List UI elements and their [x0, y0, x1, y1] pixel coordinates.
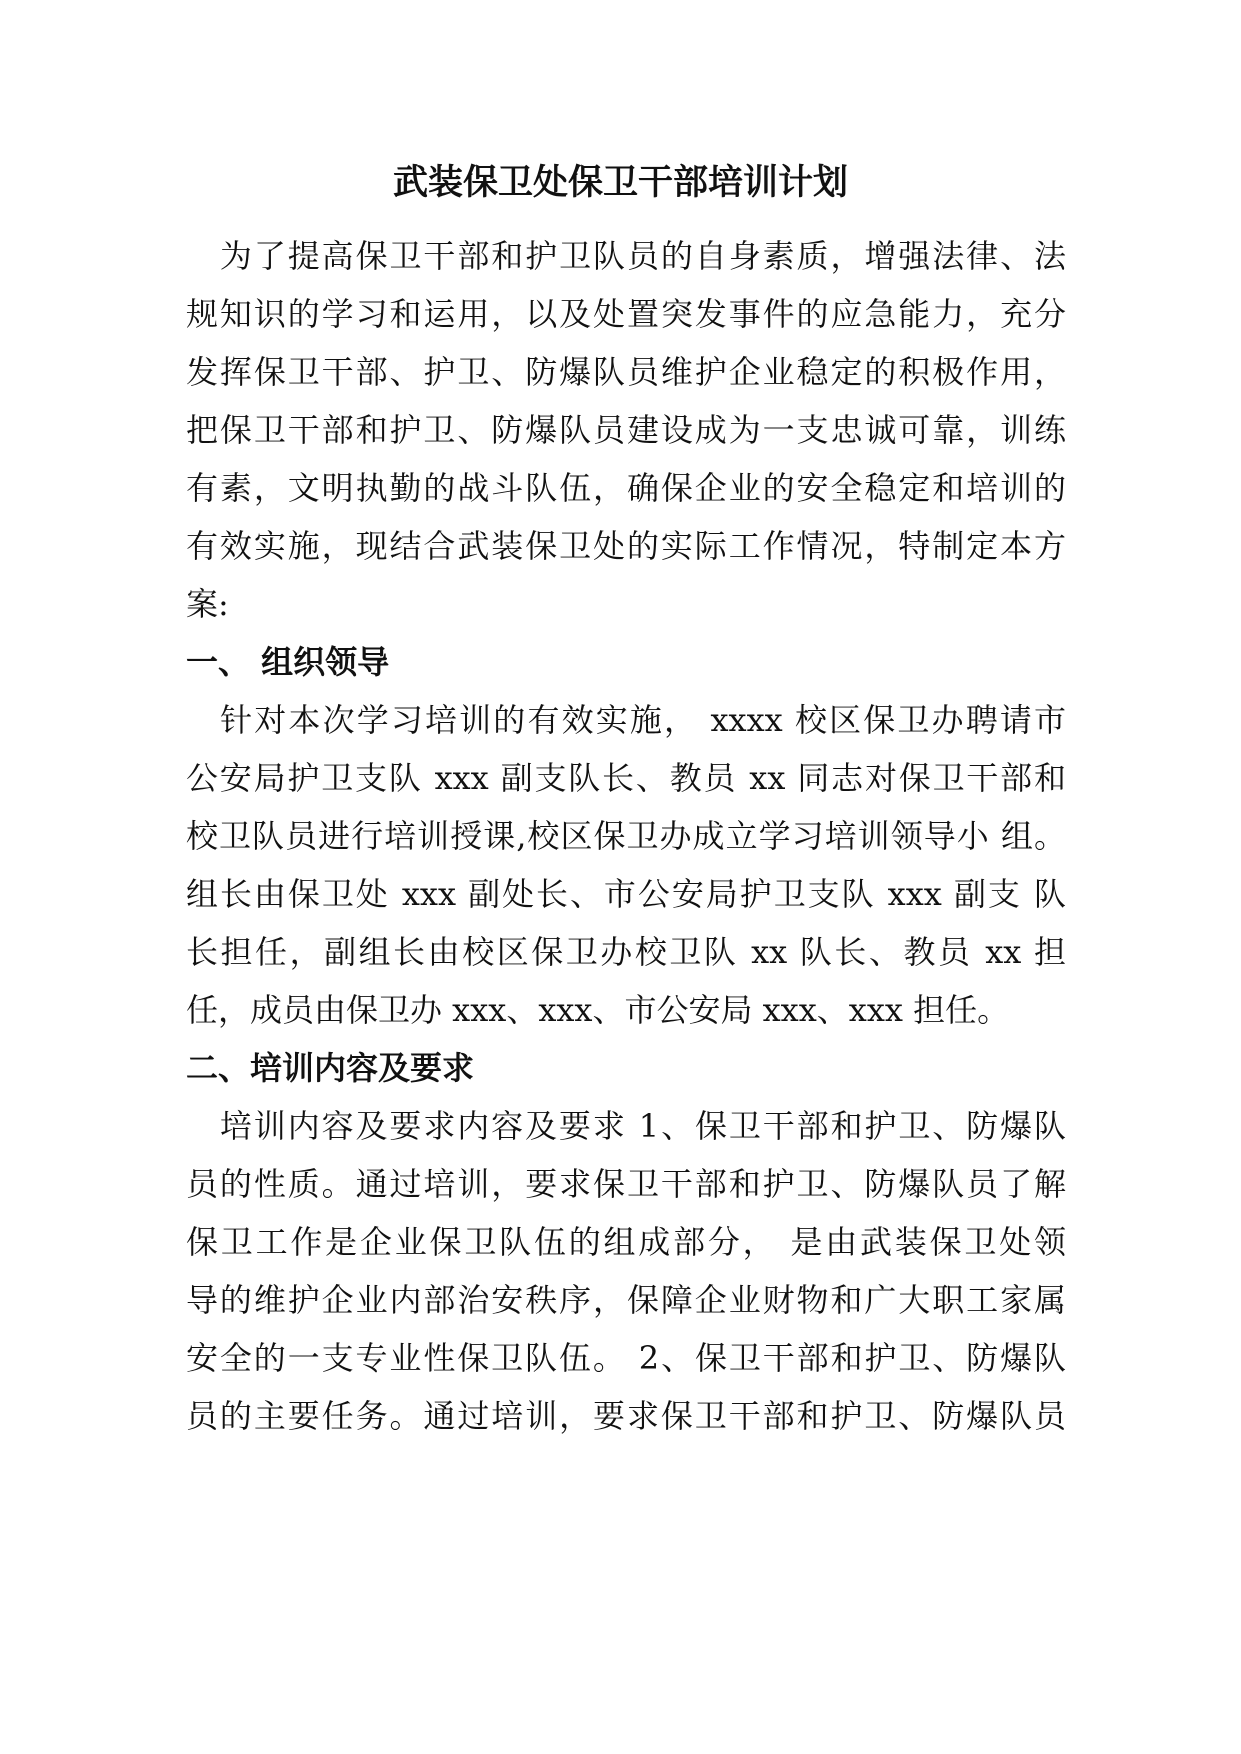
intro-line: 有素，文明执勤的战斗队伍，确保企业的安全稳定和培训的 [186, 469, 1066, 507]
intro-line: 把保卫干部和护卫、防爆队员建设成为一支忠诚可靠，训练 [186, 411, 1066, 449]
section-heading-training: 二、培训内容及要求 [186, 1049, 475, 1087]
section2-line: 员的主要任务。通过培训，要求保卫干部和护卫、防爆队员 [186, 1397, 1066, 1435]
section1-line: 组长由保卫处 xxx 副处长、市公安局护卫支队 xxx 副支 队 [186, 875, 1066, 913]
intro-line: 案: [186, 585, 229, 623]
section2-line: 培训内容及要求内容及要求 1、保卫干部和护卫、防爆队 [186, 1107, 1066, 1145]
intro-line: 规知识的学习和运用，以及处置突发事件的应急能力，充分 [186, 295, 1066, 333]
section1-line: 针对本次学习培训的有效实施， xxxx 校区保卫办聘请市 [186, 701, 1066, 739]
section2-line: 保卫工作是企业保卫队伍的组成部分， 是由武装保卫处领 [186, 1223, 1066, 1261]
section2-line: 员的性质。通过培训，要求保卫干部和护卫、防爆队员了解 [186, 1165, 1066, 1203]
section2-line: 安全的一支专业性保卫队伍。 2、保卫干部和护卫、防爆队 [186, 1339, 1066, 1377]
document-title: 武装保卫处保卫干部培训计划 [392, 163, 848, 203]
section1-line: 任，成员由保卫办 xxx、xxx、市公安局 xxx、xxx 担任。 [186, 991, 1010, 1029]
section1-line: 公安局护卫支队 xxx 副支队长、教员 xx 同志对保卫干部和 [186, 759, 1066, 797]
section1-line: 校卫队员进行培训授课,校区保卫办成立学习培训领导小 组。 [186, 817, 1066, 855]
intro-line: 发挥保卫干部、护卫、防爆队员维护企业稳定的积极作用， [186, 353, 1066, 391]
section2-line: 导的维护企业内部治安秩序，保障企业财物和广大职工家属 [186, 1281, 1066, 1319]
section1-line: 长担任，副组长由校区保卫办校卫队 xx 队长、教员 xx 担 [186, 933, 1066, 971]
section-heading-organization: 一、 组织领导 [186, 643, 390, 681]
intro-line: 为了提高保卫干部和护卫队员的自身素质，增强法律、法 [186, 237, 1066, 275]
intro-line: 有效实施，现结合武装保卫处的实际工作情况，特制定本方 [186, 527, 1066, 565]
